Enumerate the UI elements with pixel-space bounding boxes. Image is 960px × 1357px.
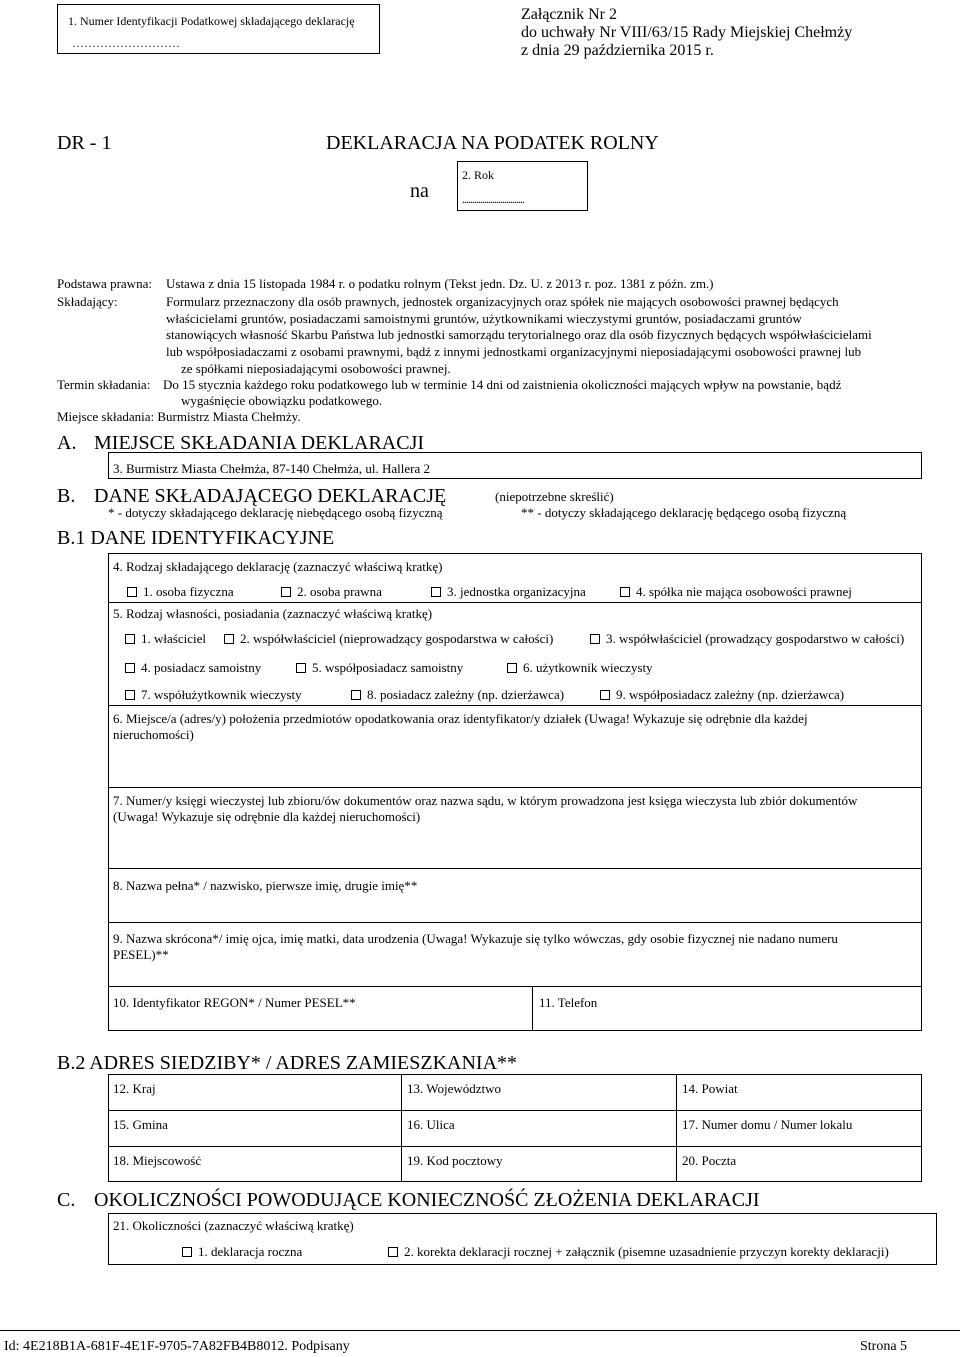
- legal-basis-text: Ustawa z dnia 15 listopada 1984 r. o podatku rolnym (Tekst jedn. Dz. U. z 2013 r. poz. 1381 z późn. zm.): [166, 276, 714, 291]
- field-16-street[interactable]: 16. Ulica: [407, 1117, 455, 1132]
- filers-label: Składający:: [57, 294, 118, 309]
- filers-line-2: właścicielami gruntów, posiadaczami samoistnymi gruntów, użytkownikami wieczystymi gruntów, posiadaczami gruntów: [166, 311, 802, 326]
- year-field-label: 2. Rok: [462, 168, 495, 182]
- field-8-input[interactable]: [109, 896, 921, 921]
- section-b-footnote-2: ** - dotyczy składającego deklarację będącego osobą fizyczną: [521, 505, 847, 520]
- field-15-commune[interactable]: 15. Gmina: [113, 1117, 168, 1132]
- field-21-option-2[interactable]: 2. korekta deklaracji rocznej + załącznik (pisemne uzasadnienie przyczyn korekty deklaracji): [388, 1244, 889, 1260]
- field-9-label-1: 9. Nazwa skrócona*/ imię ojca, imię matki, data urodzenia (Uwaga! Wykazuje się tylko wówczas, gdy osobie fizycznej nie nadano numeru: [113, 931, 838, 946]
- field-10-label: 10. Identyfikator REGON* / Numer PESEL**: [113, 995, 356, 1010]
- section-b-note: (niepotrzebne skreślić): [495, 489, 614, 504]
- field-11-input[interactable]: [534, 1012, 920, 1030]
- field-21-label: 21. Okoliczności (zaznaczyć właściwą kratkę): [113, 1218, 354, 1233]
- field-9-input[interactable]: [109, 964, 921, 985]
- field-19-postal-code[interactable]: 19. Kod pocztowy: [407, 1153, 503, 1168]
- checkbox-icon[interactable]: [507, 663, 517, 673]
- field-4-option-2[interactable]: 2. osoba prawna: [281, 584, 382, 600]
- checkbox-icon[interactable]: [125, 690, 135, 700]
- field-4-option-3[interactable]: 3. jednostka organizacyjna: [431, 584, 586, 600]
- field-21-option-1[interactable]: 1. deklaracja roczna: [182, 1244, 302, 1260]
- deadline-line-1: Do 15 stycznia każdego roku podatkowego lub w terminie 14 dni od zaistnienia okoliczności mających wpływ na powstanie, bądź: [163, 377, 842, 392]
- field-4-option-1[interactable]: 1. osoba fizyczna: [127, 584, 234, 600]
- field-7-label-1: 7. Numer/y księgi wieczystej lub zbioru/ów dokumentów oraz nazwa sądu, w którym prowadzona jest księga wieczysta lub zbiór dokumentów: [113, 793, 858, 808]
- field-6-input[interactable]: [109, 744, 921, 786]
- field-17-house-number[interactable]: 17. Numer domu / Numer lokalu: [682, 1117, 853, 1132]
- field-5-option-1[interactable]: 1. właściciel: [125, 631, 206, 647]
- place-of-filing: Miejsce składania: Burmistrz Miasta Chełmży.: [57, 409, 301, 424]
- checkbox-icon[interactable]: [296, 663, 306, 673]
- footer-divider: [0, 1330, 960, 1331]
- field-13-voivodeship[interactable]: 13. Województwo: [407, 1081, 502, 1096]
- field-5-option-6[interactable]: 6. użytkownik wieczysty: [507, 660, 653, 676]
- form-code: DR - 1: [57, 132, 112, 154]
- field-7-input[interactable]: [109, 826, 921, 867]
- attachment-line-3: z dnia 29 października 2015 r.: [521, 42, 714, 59]
- section-c-letter: C.: [57, 1189, 76, 1211]
- section-b1-title: B.1 DANE IDENTYFIKACYJNE: [57, 527, 335, 549]
- field-18-city[interactable]: 18. Miejscowość: [113, 1153, 202, 1168]
- filers-line-1: Formularz przeznaczony dla osób prawnych, jednostek organizacyjnych oraz spółek nie mających osobowości prawnej będących: [166, 294, 839, 309]
- checkbox-icon[interactable]: [600, 690, 610, 700]
- section-b2-title: B.2 ADRES SIEDZIBY* / ADRES ZAMIESZKANIA**: [57, 1052, 518, 1074]
- section-b-footnote-1: * - dotyczy składającego deklarację niebędącego osobą fizyczną: [108, 505, 443, 520]
- field-7-label-2: (Uwaga! Wykazuje się odrębnie dla każdej nieruchomości): [113, 809, 421, 824]
- form-title: DEKLARACJA NA PODATEK ROLNY: [326, 132, 659, 154]
- field-5-option-5[interactable]: 5. współposiadacz samoistny: [296, 660, 463, 676]
- field-5-option-2[interactable]: 2. współwłaściciel (nieprowadzący gospodarstwa w całości): [224, 631, 553, 647]
- checkbox-icon[interactable]: [351, 690, 361, 700]
- footer-document-id: Id: 4E218B1A-681F-4E1F-9705-7A82FB4B8012. Podpisany: [4, 1339, 350, 1354]
- field-4-option-4[interactable]: 4. spółka nie mająca osobowości prawnej: [620, 584, 852, 600]
- filers-line-3: stanowiących własność Skarbu Państwa lub jednostki samorządu terytorialnego oraz dla osób fizycznych będących współwłaścicielami: [166, 327, 872, 342]
- field-5-option-7[interactable]: 7. współużytkownik wieczysty: [125, 687, 302, 703]
- year-field-box: [457, 161, 588, 211]
- section-b-letter: B.: [57, 485, 76, 507]
- field-6-label-1: 6. Miejsce/a (adres/y) położenia przedmiotów opodatkowania oraz identyfikator/y działek (Uwaga! Wykazuje się odrębnie dla każdej: [113, 711, 808, 726]
- field-3-value: 3. Burmistrz Miasta Chełmża, 87-140 Chełmża, ul. Hallera 2: [113, 461, 430, 476]
- nip-field-label: 1. Numer Identyfikacji Podatkowej składającego deklarację: [68, 14, 355, 28]
- field-5-option-8[interactable]: 8. posiadacz zależny (np. dzierżawca): [351, 687, 564, 703]
- checkbox-icon[interactable]: [127, 587, 137, 597]
- section-a-title: MIEJSCE SKŁADANIA DEKLARACJI: [94, 432, 425, 454]
- section-b-title: DANE SKŁADAJĄCEGO DEKLARACJĘ: [94, 485, 447, 507]
- footer-page-number: Strona 5: [860, 1339, 908, 1354]
- field-12-country[interactable]: 12. Kraj: [113, 1081, 156, 1096]
- section-b1-box: [108, 553, 922, 1031]
- checkbox-icon[interactable]: [182, 1247, 192, 1257]
- nip-field-box: [57, 4, 380, 54]
- field-8-label: 8. Nazwa pełna* / nazwisko, pierwsze imię, drugie imię**: [113, 878, 418, 893]
- section-a-letter: A.: [57, 432, 77, 454]
- field-5-option-9[interactable]: 9. współposiadacz zależny (np. dzierżawca): [600, 687, 844, 703]
- checkbox-icon[interactable]: [620, 587, 630, 597]
- checkbox-icon[interactable]: [388, 1247, 398, 1257]
- attachment-line-2: do uchwały Nr VIII/63/15 Rady Miejskiej Chełmży: [521, 24, 853, 41]
- field-6-label-2: nieruchomości): [113, 727, 194, 742]
- field-5-label: 5. Rodzaj własności, posiadania (zaznaczyć właściwą kratkę): [113, 606, 433, 621]
- year-field-input[interactable]: ...............................: [462, 192, 524, 206]
- field-11-label: 11. Telefon: [539, 995, 598, 1010]
- checkbox-icon[interactable]: [125, 634, 135, 644]
- checkbox-icon[interactable]: [125, 663, 135, 673]
- field-4-label: 4. Rodzaj składającego deklarację (zaznaczyć właściwą kratkę): [113, 559, 443, 574]
- field-14-county[interactable]: 14. Powiat: [682, 1081, 738, 1096]
- legal-basis-label: Podstawa prawna:: [57, 276, 152, 291]
- checkbox-icon[interactable]: [224, 634, 234, 644]
- filers-line-5: ze spółkami nieposiadającymi osobowości prawnej.: [181, 361, 451, 376]
- section-c-title: OKOLICZNOŚCI POWODUJĄCE KONIECZNOŚĆ ZŁOŻENIA DEKLARACJI: [94, 1189, 760, 1211]
- field-5-option-4[interactable]: 4. posiadacz samoistny: [125, 660, 261, 676]
- deadline-label: Termin składania:: [57, 377, 151, 392]
- section-b2-box: [108, 1074, 922, 1182]
- field-3-box: [108, 452, 922, 479]
- form-title-na: na: [410, 180, 429, 202]
- field-5-option-3[interactable]: 3. współwłaściciel (prowadzący gospodarstwo w całości): [590, 631, 904, 647]
- field-20-post-office[interactable]: 20. Poczta: [682, 1153, 737, 1168]
- field-21-box: [108, 1213, 937, 1265]
- field-9-label-2: PESEL)**: [113, 947, 169, 962]
- field-10-input[interactable]: [109, 1012, 531, 1030]
- checkbox-icon[interactable]: [281, 587, 291, 597]
- filers-line-4: lub współposiadaczami z osobami prawnymi, bądź z innymi jednostkami organizacyjnymi nieposiadającymi osobowości prawnej lub: [166, 344, 862, 359]
- checkbox-icon[interactable]: [590, 634, 600, 644]
- checkbox-icon[interactable]: [431, 587, 441, 597]
- deadline-line-2: wygaśnięcie obowiązku podatkowego.: [181, 393, 383, 408]
- attachment-line-1: Załącznik Nr 2: [521, 6, 617, 23]
- nip-field-input[interactable]: ………………………: [72, 36, 180, 50]
